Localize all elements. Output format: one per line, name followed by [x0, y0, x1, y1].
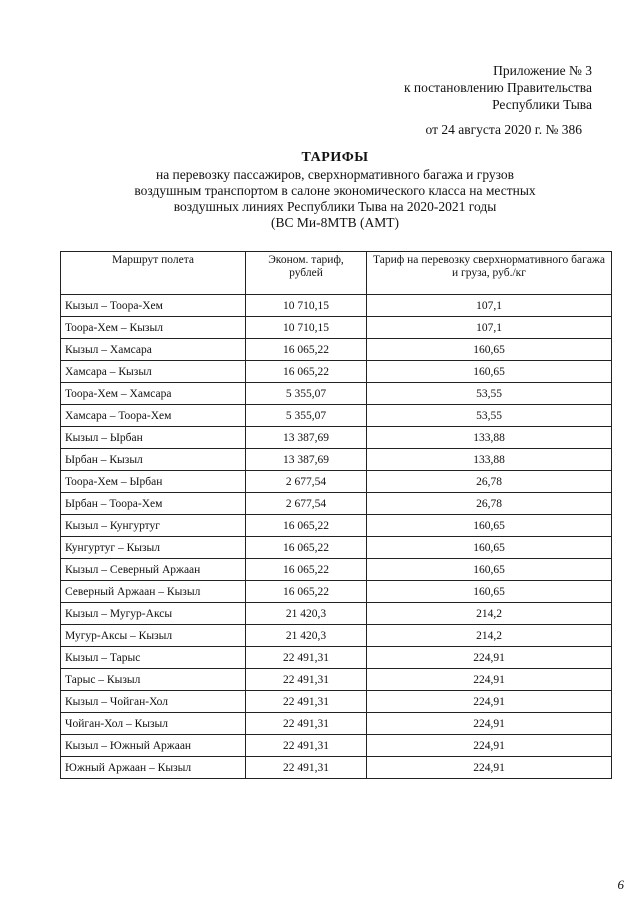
cell-route: Тоора-Хем – Ырбан — [61, 471, 246, 493]
cell-route: Северный Аржаан – Кызыл — [61, 581, 246, 603]
cell-fare: 22 491,31 — [246, 757, 367, 779]
cell-route: Кунгуртуг – Кызыл — [61, 537, 246, 559]
cell-fare: 10 710,15 — [246, 317, 367, 339]
cell-fare: 16 065,22 — [246, 361, 367, 383]
cell-fare: 5 355,07 — [246, 383, 367, 405]
table-row — [61, 559, 612, 581]
cell-cargo: 224,91 — [367, 735, 612, 757]
cell-fare: 21 420,3 — [246, 625, 367, 647]
cell-fare: 13 387,69 — [246, 427, 367, 449]
table-row — [61, 449, 612, 471]
cell-cargo: 107,1 — [367, 317, 612, 339]
cell-fare: 22 491,31 — [246, 713, 367, 735]
table-row — [61, 647, 612, 669]
document-title: ТАРИФЫ — [301, 150, 369, 165]
heading-line-4: (ВС Ми-8МТВ (АМТ) — [271, 215, 399, 230]
cell-fare: 16 065,22 — [246, 537, 367, 559]
heading-line-3: воздушных линиях Республики Тыва на 2020-2021 годы — [173, 199, 497, 214]
cell-route: Ырбан – Кызыл — [61, 449, 246, 471]
cell-route: Кызыл – Чойган-Хол — [61, 691, 246, 713]
table-row — [61, 713, 612, 735]
cell-route: Чойган-Хол – Кызыл — [61, 713, 246, 735]
cell-fare: 16 065,22 — [246, 515, 367, 537]
cell-route: Кызыл – Тоора-Хем — [61, 295, 246, 317]
table-row — [61, 295, 612, 317]
cell-cargo: 224,91 — [367, 669, 612, 691]
cell-route: Кызыл – Тарыс — [61, 647, 246, 669]
table-row — [61, 537, 612, 559]
cell-fare: 22 491,31 — [246, 647, 367, 669]
heading-line-1: на перевозку пассажиров, сверхнормативного багажа и грузов — [155, 167, 515, 182]
table-row — [61, 383, 612, 405]
appendix-ref-line: к постановлению Правительства — [403, 80, 592, 95]
cell-fare: 22 491,31 — [246, 691, 367, 713]
appendix-number: Приложение № 3 — [493, 63, 592, 78]
decree-date: от 24 августа 2020 г. № 386 — [425, 122, 582, 137]
header-fare: Эконом. тариф, рублей — [246, 252, 367, 295]
table-row — [61, 735, 612, 757]
cell-route: Хамсара – Кызыл — [61, 361, 246, 383]
table-row — [61, 339, 612, 361]
cell-cargo: 224,91 — [367, 713, 612, 735]
cell-fare: 16 065,22 — [246, 559, 367, 581]
cell-fare: 2 677,54 — [246, 493, 367, 515]
cell-fare: 2 677,54 — [246, 471, 367, 493]
cell-route: Тоора-Хем – Кызыл — [61, 317, 246, 339]
cell-cargo: 53,55 — [367, 405, 612, 427]
cell-cargo: 160,65 — [367, 537, 612, 559]
cell-route: Южный Аржаан – Кызыл — [61, 757, 246, 779]
page-number: 6 — [617, 877, 624, 892]
table-header-row — [61, 252, 612, 295]
table-row — [61, 493, 612, 515]
cell-cargo: 133,88 — [367, 449, 612, 471]
cell-cargo: 26,78 — [367, 471, 612, 493]
cell-fare: 21 420,3 — [246, 603, 367, 625]
cell-cargo: 224,91 — [367, 647, 612, 669]
header-route: Маршрут полета — [61, 252, 246, 295]
table-row — [61, 361, 612, 383]
cell-fare: 22 491,31 — [246, 735, 367, 757]
header-cargo: Тариф на перевозку сверхнормативного багажа и груза, руб./кг — [367, 252, 612, 295]
cell-cargo: 224,91 — [367, 691, 612, 713]
cell-route: Кызыл – Мугур-Аксы — [61, 603, 246, 625]
cell-cargo: 160,65 — [367, 515, 612, 537]
table-row — [61, 581, 612, 603]
cell-route: Кызыл – Южный Аржаан — [61, 735, 246, 757]
cell-fare: 13 387,69 — [246, 449, 367, 471]
cell-route: Мугур-Аксы – Кызыл — [61, 625, 246, 647]
cell-fare: 16 065,22 — [246, 581, 367, 603]
cell-route: Кызыл – Кунгуртуг — [61, 515, 246, 537]
cell-cargo: 107,1 — [367, 295, 612, 317]
cell-route: Ырбан – Тоора-Хем — [61, 493, 246, 515]
cell-route: Кызыл – Северный Аржаан — [61, 559, 246, 581]
cell-fare: 5 355,07 — [246, 405, 367, 427]
cell-cargo: 53,55 — [367, 383, 612, 405]
table-row — [61, 317, 612, 339]
cell-cargo: 224,91 — [367, 757, 612, 779]
cell-route: Кызыл – Хамсара — [61, 339, 246, 361]
table-row — [61, 405, 612, 427]
cell-fare: 16 065,22 — [246, 339, 367, 361]
table-row — [61, 427, 612, 449]
appendix-header — [342, 62, 592, 113]
table-row — [61, 515, 612, 537]
cell-cargo: 160,65 — [367, 559, 612, 581]
document-heading — [60, 150, 610, 231]
cell-cargo: 214,2 — [367, 625, 612, 647]
tariff-table — [60, 251, 612, 779]
cell-route: Тоора-Хем – Хамсара — [61, 383, 246, 405]
table-row — [61, 757, 612, 779]
heading-line-2: воздушным транспортом в салоне экономического класса на местных — [134, 183, 536, 198]
table-row — [61, 669, 612, 691]
cell-fare: 22 491,31 — [246, 669, 367, 691]
table-row — [61, 691, 612, 713]
table-row — [61, 603, 612, 625]
cell-cargo: 26,78 — [367, 493, 612, 515]
cell-route: Тарыс – Кызыл — [61, 669, 246, 691]
cell-route: Хамсара – Тоора-Хем — [61, 405, 246, 427]
cell-route: Кызыл – Ырбан — [61, 427, 246, 449]
cell-cargo: 133,88 — [367, 427, 612, 449]
cell-cargo: 160,65 — [367, 581, 612, 603]
table-row — [61, 625, 612, 647]
cell-cargo: 214,2 — [367, 603, 612, 625]
cell-cargo: 160,65 — [367, 339, 612, 361]
table-row — [61, 471, 612, 493]
cell-cargo: 160,65 — [367, 361, 612, 383]
appendix-republic: Республики Тыва — [492, 97, 592, 112]
cell-fare: 10 710,15 — [246, 295, 367, 317]
